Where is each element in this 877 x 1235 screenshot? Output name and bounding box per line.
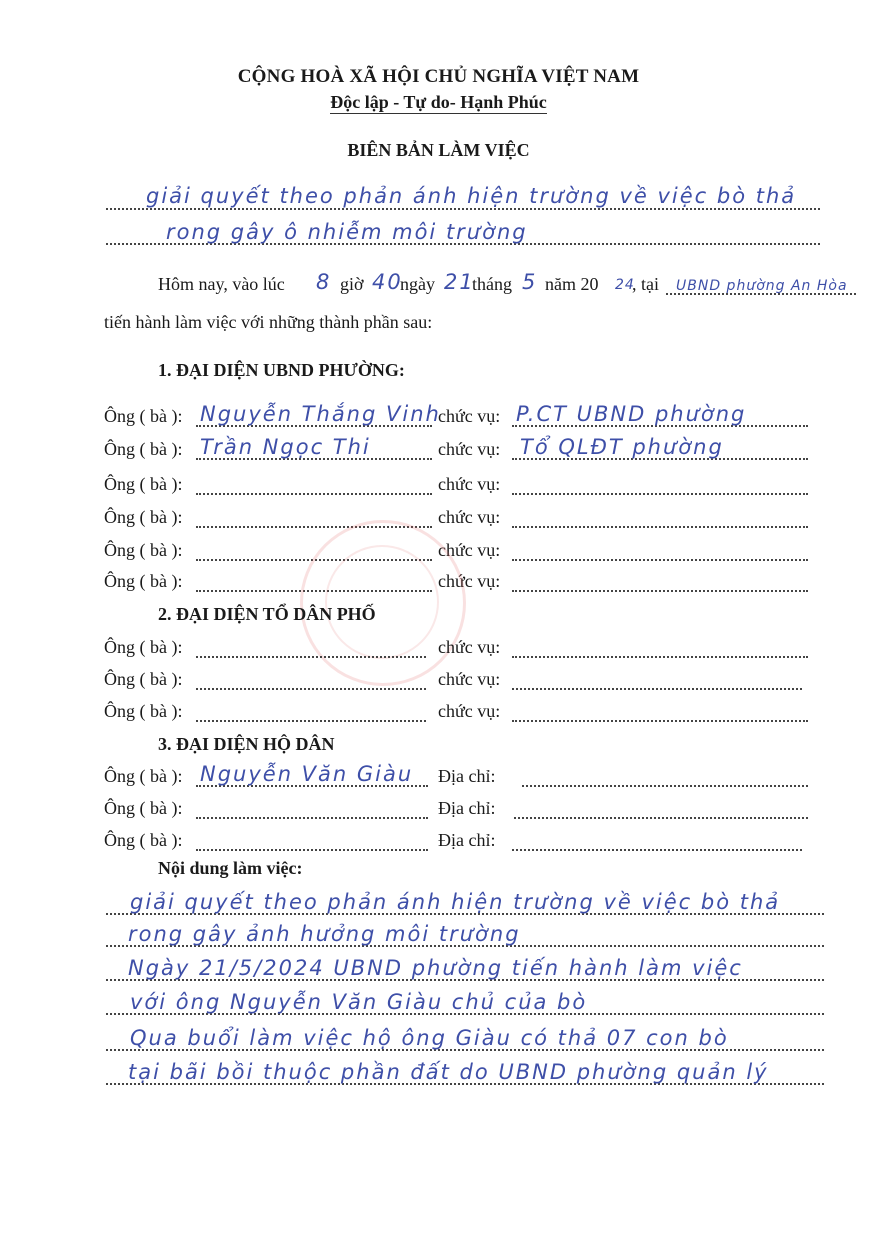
- ubnd-position-1: P.CT UBND phường: [516, 402, 747, 426]
- opening-minute: 40: [372, 270, 403, 294]
- content-line-3: Ngày 21/5/2024 UBND phường tiến hành làm việc: [128, 956, 743, 980]
- person-label: Ông ( bà ):: [104, 540, 183, 560]
- section-to-dan-pho: 2. ĐẠI DIỆN TỔ DÂN PHỐ: [158, 604, 376, 624]
- name-dots: [196, 688, 426, 690]
- content-line-2: rong gây ảnh hưởng môi trường: [128, 922, 521, 946]
- motto-text: Độc lập - Tự do- Hạnh Phúc: [330, 92, 547, 112]
- opening-place: UBND phường An Hòa: [676, 278, 848, 294]
- position-label: chức vụ:: [438, 507, 501, 527]
- household-name-1: Nguyễn Văn Giàu: [200, 762, 414, 786]
- name-dots: [196, 720, 426, 722]
- position-label: chức vụ:: [438, 637, 501, 657]
- opening-text-5: năm 20: [545, 274, 599, 294]
- opening-text-3: ngày: [400, 274, 435, 294]
- content-line-1: giải quyết theo phản ánh hiện trường về việc bò thả: [130, 890, 781, 914]
- motto: [0, 92, 877, 113]
- content-line-4: với ông Nguyễn Văn Giàu chủ của bò: [130, 990, 588, 1014]
- subject-line-1: giải quyết theo phản ánh hiện trường về việc bò thả: [146, 184, 797, 208]
- section-ubnd: 1. ĐẠI DIỆN UBND PHƯỜNG:: [158, 360, 405, 380]
- address-label: Địa chỉ:: [438, 830, 496, 850]
- address-dots: [514, 817, 808, 819]
- name-dots: [196, 849, 428, 851]
- person-label: Ông ( bà ):: [104, 571, 183, 591]
- opening-year: 24: [615, 277, 635, 293]
- national-title: CỘNG HOÀ XÃ HỘI CHỦ NGHĨA VIỆT NAM: [237, 66, 640, 87]
- document-title: BIÊN BẢN LÀM VIỆC: [347, 140, 530, 160]
- position-dots: [512, 559, 808, 561]
- person-label: Ông ( bà ):: [104, 830, 183, 850]
- position-dots: [512, 656, 808, 658]
- content-heading: Nội dung làm việc:: [158, 858, 303, 878]
- section-ho-dan: 3. ĐẠI DIỆN HỘ DÂN: [158, 734, 335, 754]
- position-dots: [512, 720, 808, 722]
- address-label: Địa chỉ:: [438, 766, 496, 786]
- faint-stamp: [300, 520, 466, 686]
- opening-hour: 8: [316, 270, 332, 294]
- position-label: chức vụ:: [438, 669, 501, 689]
- position-label: chức vụ:: [438, 540, 501, 560]
- position-label: chức vụ:: [438, 701, 501, 721]
- stamp-inner-ring: [325, 545, 439, 659]
- person-label: Ông ( bà ):: [104, 507, 183, 527]
- address-dots: [512, 849, 802, 851]
- person-label: Ông ( bà ):: [104, 766, 183, 786]
- ubnd-name-1: Nguyễn Thắng Vinh: [200, 402, 441, 426]
- person-label: Ông ( bà ):: [104, 669, 183, 689]
- opening-text-4: tháng: [472, 274, 512, 294]
- opening-text-1: Hôm nay, vào lúc: [158, 274, 285, 294]
- position-dots: [512, 688, 802, 690]
- position-label: chức vụ:: [438, 406, 501, 426]
- opening-text-6: , tại: [632, 274, 659, 294]
- address-dots: [522, 785, 808, 787]
- opening-month: 5: [522, 270, 538, 294]
- name-dots: [196, 817, 428, 819]
- person-label: Ông ( bà ):: [104, 637, 183, 657]
- position-dots: [512, 493, 808, 495]
- person-label: Ông ( bà ):: [104, 406, 183, 426]
- opening-day: 21: [444, 270, 475, 294]
- person-label: Ông ( bà ):: [104, 798, 183, 818]
- position-label: chức vụ:: [438, 474, 501, 494]
- subject-line-2: rong gây ô nhiễm môi trường: [166, 220, 528, 244]
- person-label: Ông ( bà ):: [104, 701, 183, 721]
- name-dots: [196, 656, 426, 658]
- ubnd-position-2: Tổ QLĐT phường: [520, 435, 724, 459]
- name-dots: [196, 493, 432, 495]
- ubnd-name-2: Trần Ngọc Thi: [200, 435, 371, 459]
- content-line-6: tại bãi bồi thuộc phần đất do UBND phường quản lý: [128, 1060, 769, 1084]
- address-label: Địa chỉ:: [438, 798, 496, 818]
- position-dots: [512, 590, 808, 592]
- opening-text-2: giờ: [340, 274, 364, 294]
- content-line-5: Qua buổi làm việc hộ ông Giàu có thả 07 con bò: [130, 1026, 729, 1050]
- person-label: Ông ( bà ):: [104, 439, 183, 459]
- position-dots: [512, 526, 808, 528]
- person-label: Ông ( bà ):: [104, 474, 183, 494]
- position-label: chức vụ:: [438, 439, 501, 459]
- subject-line-1-dots: [106, 208, 820, 210]
- opening-line-2: tiến hành làm việc với những thành phần sau:: [104, 312, 433, 332]
- position-label: chức vụ:: [438, 571, 501, 591]
